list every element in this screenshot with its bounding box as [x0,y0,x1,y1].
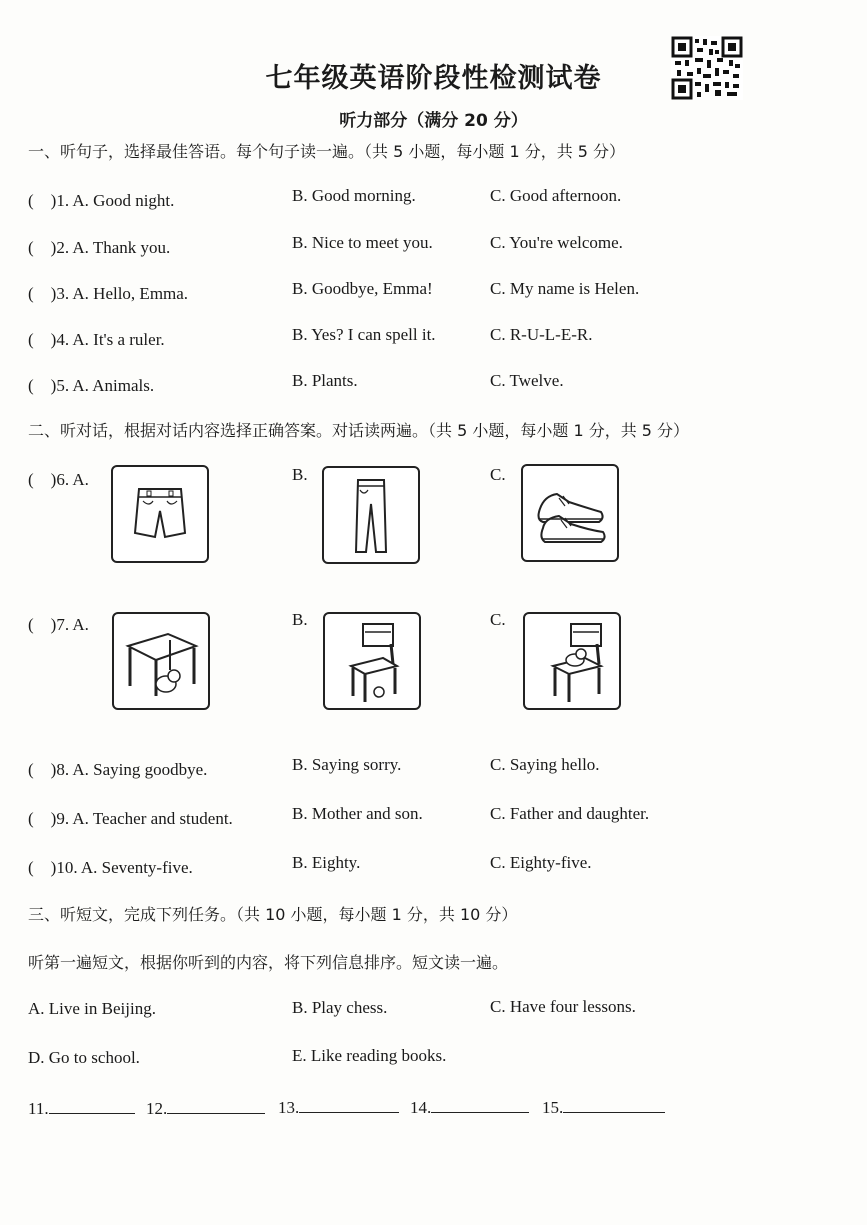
answer-blank-14[interactable]: 14. [410,1096,529,1118]
q9-option-c: C. Father and daughter. [490,804,650,823]
q4-option-a: ( )4. A. It's a ruler. [28,330,165,349]
sneakers-picture [521,464,619,562]
answer-blank-15[interactable]: 15. [542,1096,665,1118]
q10-option-b: B. Eighty. [292,853,361,872]
q6-label-a: ( )6. A. [28,470,89,489]
q1-option-c: C. Good afternoon. [490,186,622,205]
section-3-heading: 三、听短文，完成下列任务。（共 10 小题，每小题 1 分，共 10 分） [28,905,518,924]
q3-option-a: ( )3. A. Hello, Emma. [28,284,189,303]
info-option-c: C. Have four lessons. [490,997,636,1016]
cat-on-chair-picture [523,612,621,710]
q8-option-c: C. Saying hello. [490,755,600,774]
q3-option-b: B. Goodbye, Emma! [292,279,433,298]
q4-option-c: C. R-U-L-E-R. [490,325,593,344]
q5-option-a: ( )5. A. Animals. [28,376,155,395]
q1-option-b: B. Good morning. [292,186,416,205]
q9-option-a: ( )9. A. Teacher and student. [28,809,233,828]
cat-under-chair-picture [323,612,421,710]
cat-under-table-picture [112,612,210,710]
q6-label-c: C. [490,465,506,484]
q1-option-a: ( )1. A. Good night. [28,191,175,210]
q5-option-b: B. Plants. [292,371,358,390]
answer-blank-11[interactable]: 11. [28,1097,135,1119]
qr-code-icon [671,36,743,100]
q6-label-b: B. [292,465,308,484]
listening-part-subtitle: 听力部分（满分 20 分） [339,111,528,131]
info-option-e: E. Like reading books. [292,1046,447,1065]
section-1-heading: 一、听句子，选择最佳答语。每个句子读一遍。（共 5 小题，每小题 1 分，共 5 分） [28,142,626,161]
q3-option-c: C. My name is Helen. [490,279,640,298]
trousers-picture [322,466,420,564]
page-title: 七年级英语阶段性检测试卷 [265,63,602,94]
q7-label-a: ( )7. A. [28,615,89,634]
q7-label-b: B. [292,610,308,629]
section-3-instruction: 听第一遍短文，根据你听到的内容，将下列信息排序。短文读一遍。 [28,953,509,972]
info-option-b: B. Play chess. [292,998,388,1017]
q4-option-b: B. Yes? I can spell it. [292,325,436,344]
q2-option-c: C. You're welcome. [490,233,623,252]
q10-option-c: C. Eighty-five. [490,853,592,872]
answer-blank-13[interactable]: 13. [278,1096,399,1118]
answer-blank-12[interactable]: 12. [146,1097,265,1119]
q2-option-b: B. Nice to meet you. [292,233,433,252]
q8-option-b: B. Saying sorry. [292,755,402,774]
q9-option-b: B. Mother and son. [292,804,423,823]
q2-option-a: ( )2. A. Thank you. [28,238,171,257]
section-2-heading: 二、听对话，根据对话内容选择正确答案。对话读两遍。（共 5 小题，每小题 1 分，共 5 分） [28,421,690,440]
q10-option-a: ( )10. A. Seventy-five. [28,858,193,877]
q5-option-c: C. Twelve. [490,371,564,390]
q8-option-a: ( )8. A. Saying goodbye. [28,760,208,779]
info-option-a: A. Live in Beijing. [28,999,156,1018]
q7-label-c: C. [490,610,506,629]
shorts-picture [111,465,209,563]
info-option-d: D. Go to school. [28,1048,140,1067]
